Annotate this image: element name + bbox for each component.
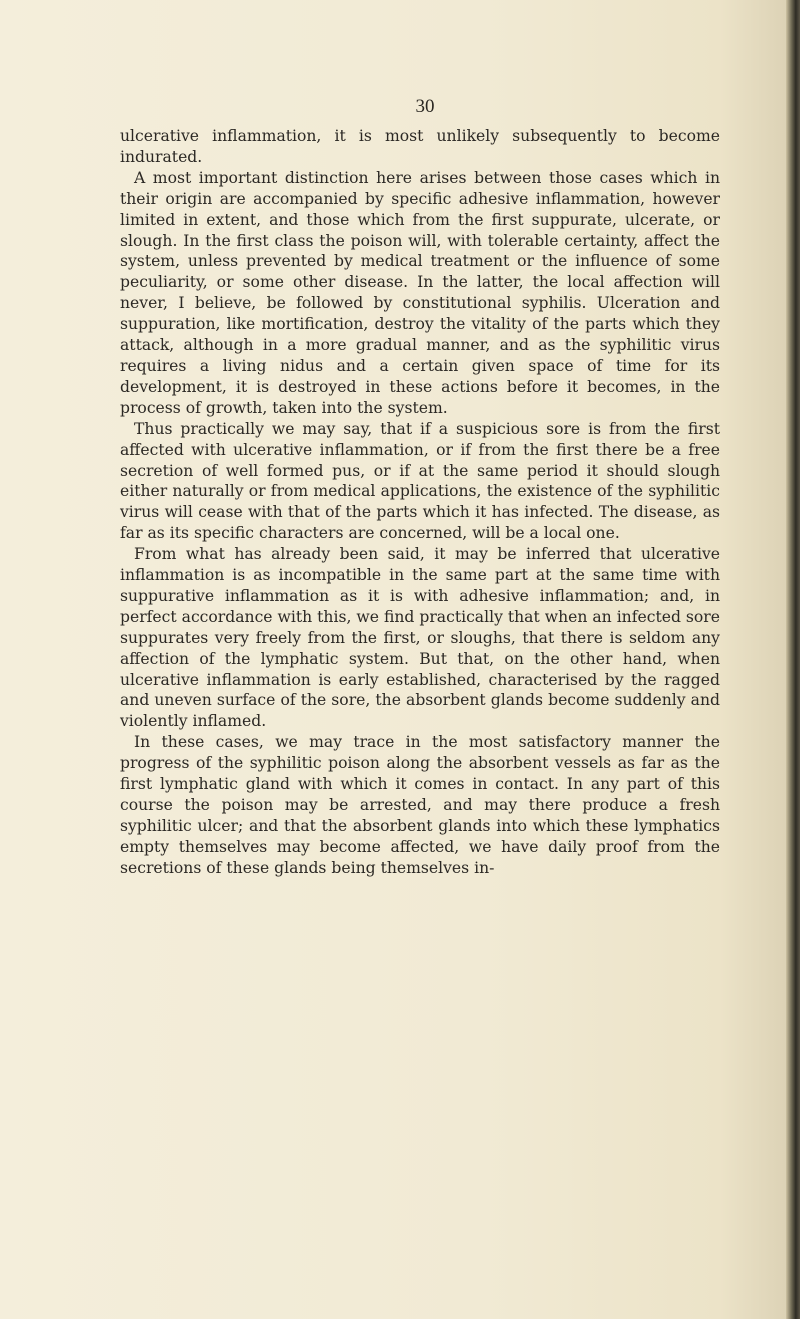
body-text (120, 126, 720, 879)
paragraph-2: A most important distinction here arises between those cases which in their origin are accompanied by specific adhesive inflammation, however limited in extent, and those which from the first suppurate, ulcerate, or slough. In the first class the poison will, with tolerable certainty, affect the system, unless prevented by medical treatment or the influence of some peculiarity, or some other disease. In the latter, the local affection will never, I believe, be followed by constitutional syphilis. Ulceration and suppuration, like mortification, destroy the vitality of the parts which they attack, although in a more gradual manner, and as the syphilitic virus requires a living nidus and a certain given space of time for its development, it is destroyed in these actions before it becomes, in the process of growth, taken into the system. (120, 168, 720, 417)
page-number: 30 (415, 96, 435, 117)
page-edge-shadow (786, 0, 800, 1319)
paragraph-3: Thus practically we may say, that if a suspicious sore is from the first affected with ulcerative inflammation, or if from the first there be a free secretion of well formed pus, or if at the same period it should slough either naturally or from medical applications, the existence of the syphilitic virus will cease with that of the parts which it has infected. The disease, as far as its specific characters are concerned, will be a local one. (120, 419, 720, 543)
paragraph-4: From what has already been said, it may be inferred that ulcerative inflammation is as incompatible in the same part at the same time with suppurative inflammation as it is with adhesive inflammation; and, in perfect accordance with this, we find practically that when an infected sore suppurates very freely from the first, or sloughs, that there is seldom any affection of the lymphatic system. But that, on the other hand, when ulcerative inflammation is early established, characterised by the ragged and uneven surface of the sore, the absorbent glands become suddenly and violently inflamed. (120, 545, 720, 731)
paragraph-5: In these cases, we may trace in the most satisfactory manner the progress of the syphilitic poison along the absorbent vessels as far as the first lymphatic gland with which it comes in contact. In any part of this course the poison may be arrested, and may there produce a fresh syphilitic ulcer; and that the absorbent glands into which these lymphatics empty themselves may become affected, we have daily proof from the secretions of these glands being themselves in- (120, 733, 720, 877)
paragraph-1: ulcerative inflammation, it is most unlikely subsequently to become indurated. (120, 127, 720, 166)
